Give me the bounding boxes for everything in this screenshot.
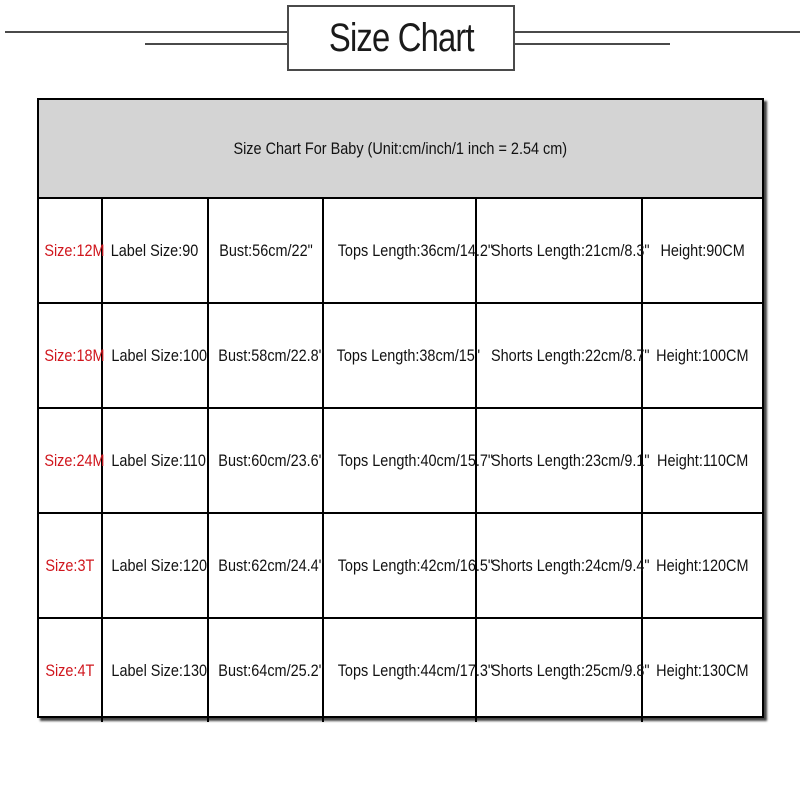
table-row — [39, 303, 762, 408]
bust-cell: Bust:62cm/24.4" — [208, 513, 323, 618]
size-cell: Size:12M — [39, 199, 102, 303]
label-size-cell: Label Size:120 — [102, 513, 208, 618]
size-chart-table — [37, 98, 764, 718]
height-cell: Height:110CM — [642, 408, 762, 513]
size-grid — [39, 199, 762, 722]
tops-length-cell: Tops Length:40cm/15.7" — [323, 408, 476, 513]
size-cell: Size:4T — [39, 618, 102, 722]
table-row — [39, 618, 762, 722]
top-rule-left-short — [145, 43, 287, 45]
height-cell: Height:130CM — [642, 618, 762, 722]
tops-length-cell: Tops Length:38cm/15" — [323, 303, 476, 408]
bust-cell: Bust:64cm/25.2" — [208, 618, 323, 722]
size-cell: Size:3T — [39, 513, 102, 618]
page-title: Size Chart — [328, 15, 474, 60]
size-cell: Size:24M — [39, 408, 102, 513]
tops-length-cell: Tops Length:44cm/17.3" — [323, 618, 476, 722]
label-size-cell: Label Size:90 — [102, 199, 208, 303]
table-row — [39, 199, 762, 303]
tops-length-cell: Tops Length:42cm/16.5" — [323, 513, 476, 618]
label-size-cell: Label Size:110 — [102, 408, 208, 513]
shorts-length-cell: Shorts Length:22cm/8.7" — [476, 303, 642, 408]
top-rule-right-long — [515, 31, 800, 33]
bust-cell: Bust:60cm/23.6" — [208, 408, 323, 513]
height-cell: Height:90CM — [642, 199, 762, 303]
table-row — [39, 513, 762, 618]
shorts-length-cell: Shorts Length:23cm/9.1" — [476, 408, 642, 513]
bust-cell: Bust:56cm/22" — [208, 199, 323, 303]
bust-cell: Bust:58cm/22.8" — [208, 303, 323, 408]
table-caption: Size Chart For Baby (Unit:cm/inch/1 inch = 2.54 cm) — [233, 138, 568, 158]
table-caption-row — [39, 100, 762, 199]
page-title-box — [287, 5, 515, 71]
height-cell: Height:120CM — [642, 513, 762, 618]
top-rule-left-long — [5, 31, 287, 33]
top-rule-right-short — [515, 43, 670, 45]
tops-length-cell: Tops Length:36cm/14.2" — [323, 199, 476, 303]
size-cell: Size:18M — [39, 303, 102, 408]
label-size-cell: Label Size:130 — [102, 618, 208, 722]
shorts-length-cell: Shorts Length:25cm/9.8" — [476, 618, 642, 722]
shorts-length-cell: Shorts Length:21cm/8.3" — [476, 199, 642, 303]
shorts-length-cell: Shorts Length:24cm/9.4" — [476, 513, 642, 618]
label-size-cell: Label Size:100 — [102, 303, 208, 408]
table-row — [39, 408, 762, 513]
height-cell: Height:100CM — [642, 303, 762, 408]
